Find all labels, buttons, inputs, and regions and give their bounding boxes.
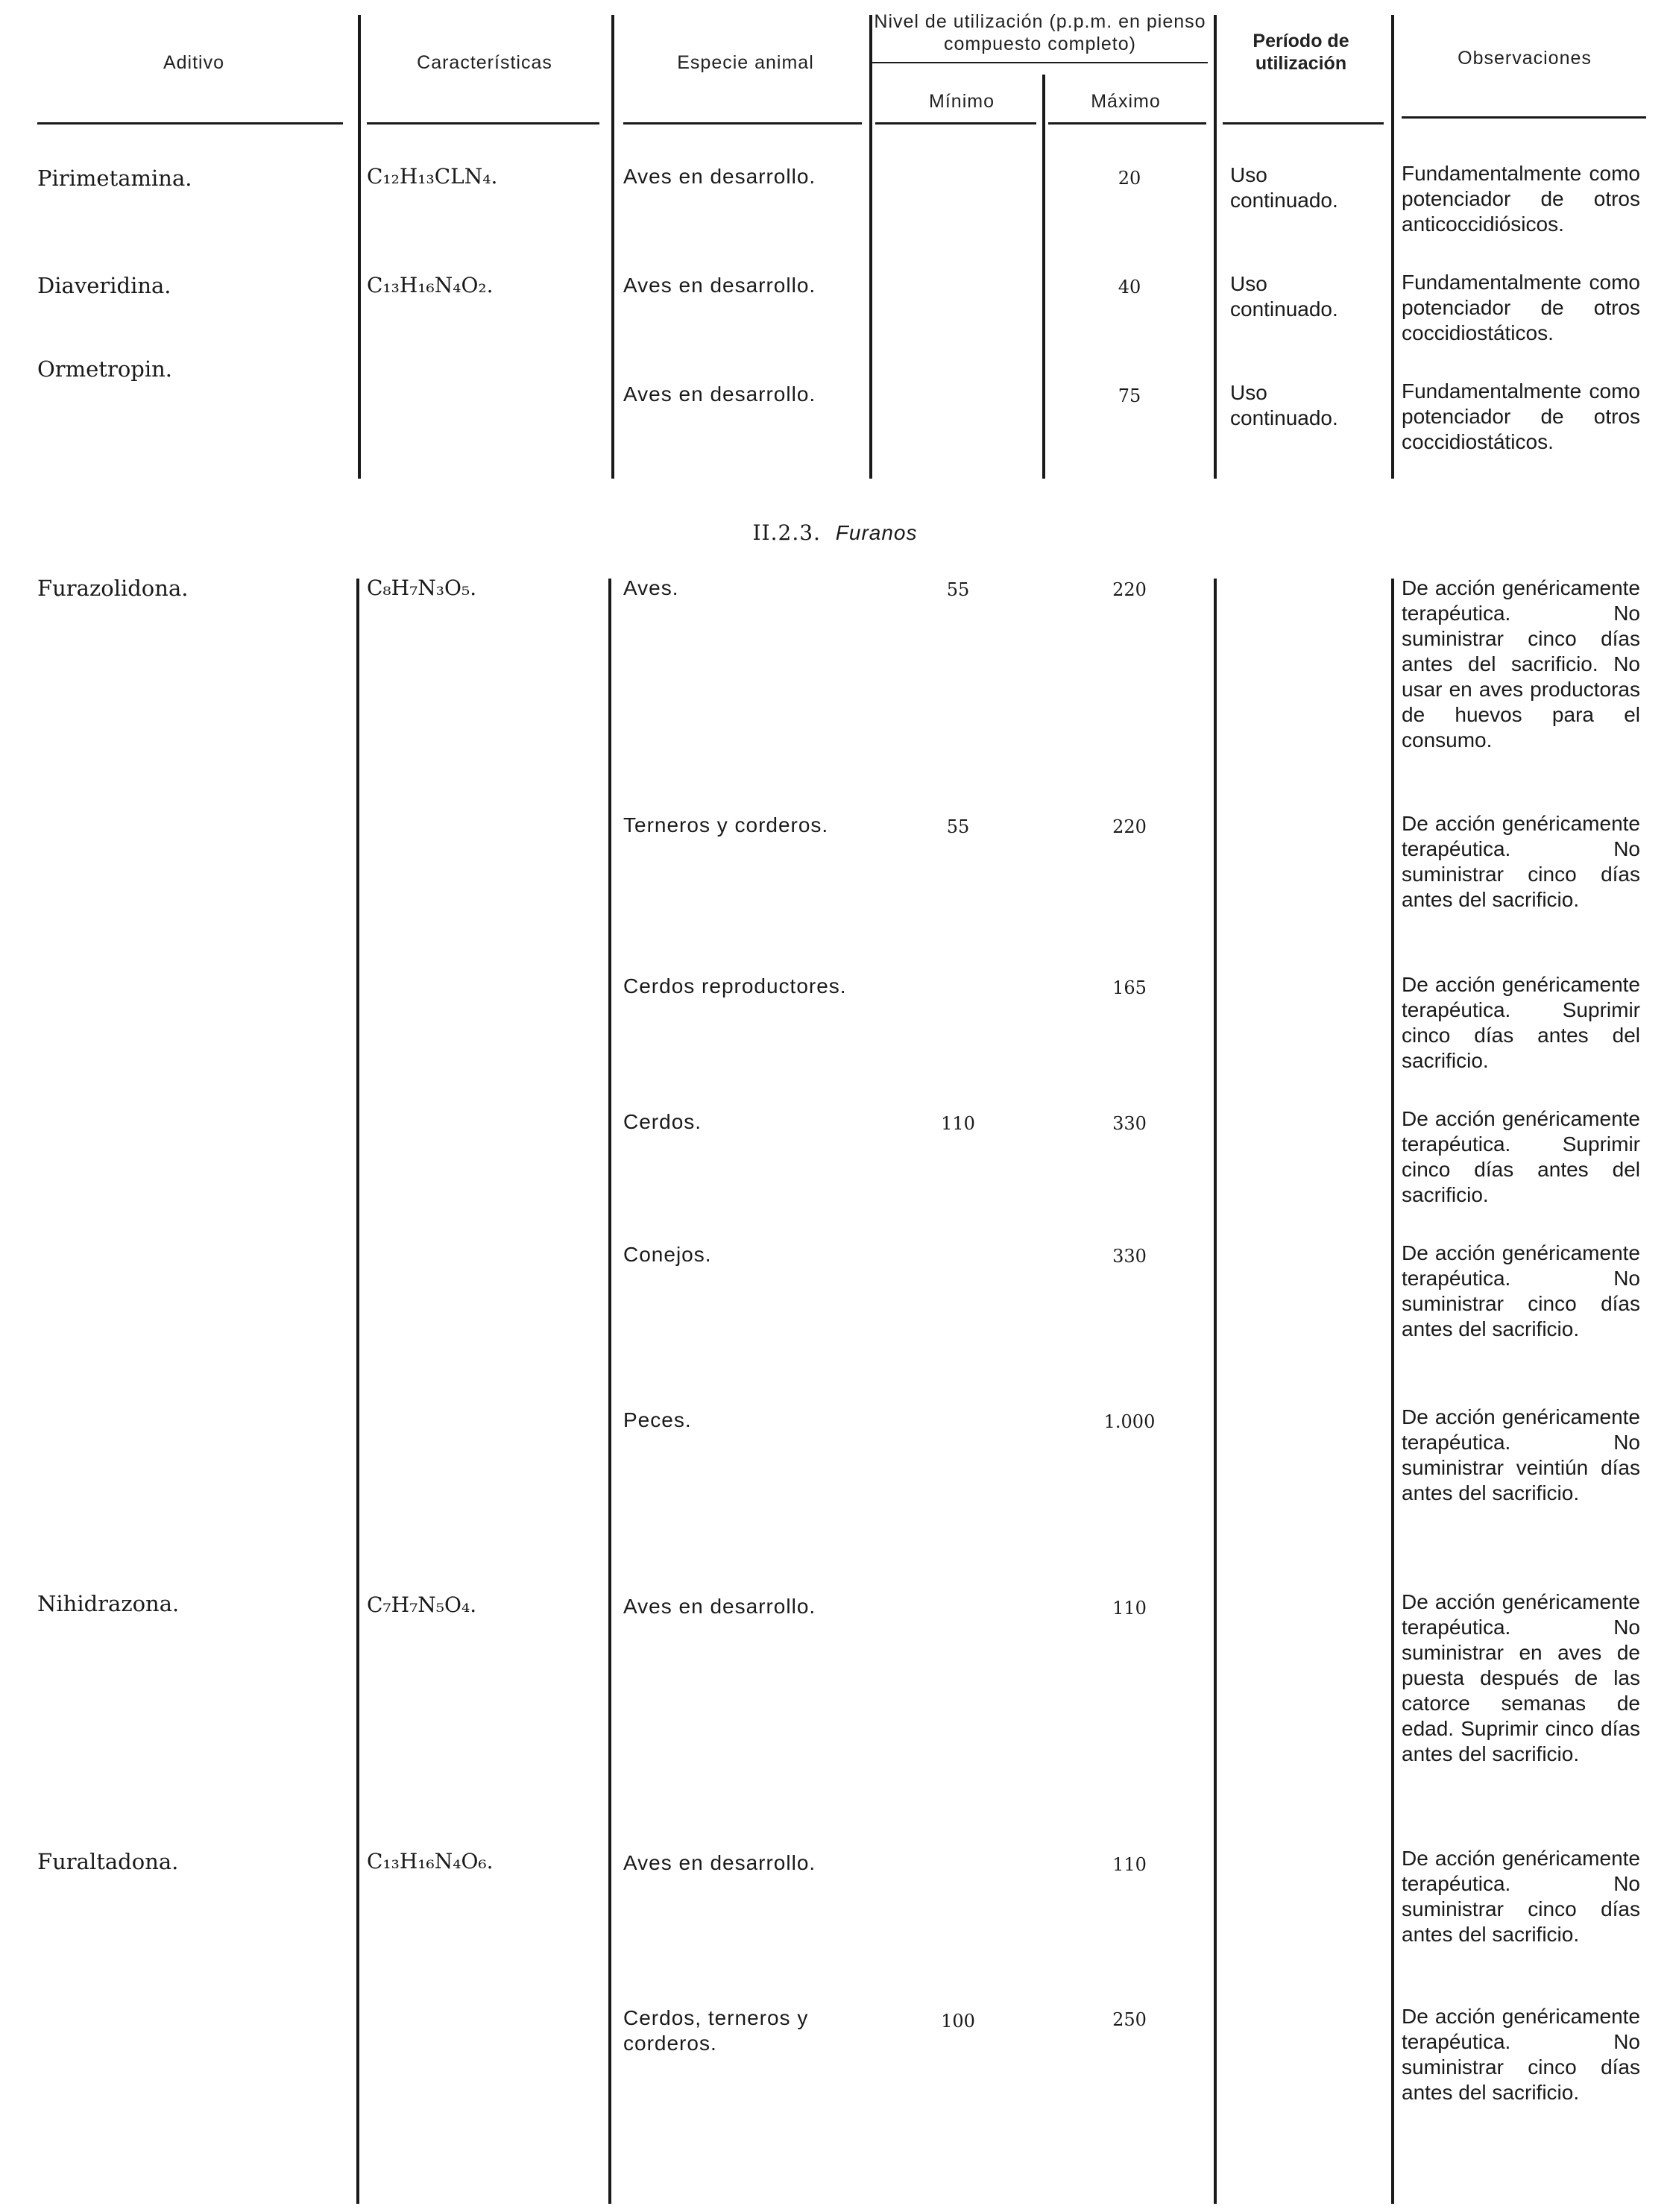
especie-cell: Aves. — [623, 576, 679, 599]
especie-cell: Aves en desarrollo. — [623, 165, 816, 188]
header-especie: Especie animal — [677, 52, 814, 73]
periodo-cell: Uso continuado. — [1230, 163, 1338, 212]
maximo-cell: 165 — [1112, 977, 1147, 998]
observaciones-cell: De acción genéricamente terapéutica. Suprimir cinco días antes del sacrificio. — [1402, 1107, 1640, 1206]
section-title — [0, 520, 1670, 545]
observaciones-cell: De acción genéricamente terapéutica. No suministrar cinco días antes del sacrificio. — [1402, 812, 1640, 911]
maximo-cell: 75 — [1118, 385, 1141, 406]
especie-cell: Aves en desarrollo. — [623, 1595, 816, 1618]
maximo-cell: 20 — [1118, 168, 1141, 189]
header-rule-especie — [623, 122, 862, 125]
observaciones-cell: De acción genéricamente terapéutica. No suministrar cinco días antes del sacrificio. — [1402, 1241, 1640, 1340]
header-nivel: Nivel de utilización (p.p.m. en pienso compuesto completo) — [874, 11, 1206, 54]
maximo-cell: 330 — [1112, 1113, 1147, 1134]
formula-cell: C₁₃H₁₆N₄O₆. — [367, 1849, 494, 1874]
minimo-cell: 110 — [941, 1113, 975, 1134]
aditivo-cell: Furazolidona. — [37, 576, 189, 601]
column-divider — [869, 15, 872, 479]
header-rule-minimo — [875, 122, 1036, 125]
column-divider — [608, 579, 611, 2204]
aditivo-cell: Ormetropin. — [37, 356, 173, 382]
maximo-cell: 40 — [1118, 277, 1141, 297]
observaciones-cell: Fundamentalmente como potenciador de otros anticoccidiósicos. — [1402, 162, 1640, 236]
aditivo-cell: Pirimetamina. — [37, 166, 192, 191]
observaciones-cell: De acción genéricamente terapéutica. No suministrar cinco días antes del sacrificio. — [1402, 1847, 1640, 1946]
maximo-cell: 330 — [1112, 1246, 1147, 1267]
especie-cell: Cerdos. — [623, 1110, 702, 1133]
maximo-cell: 220 — [1112, 579, 1147, 600]
header-aditivo: Aditivo — [163, 52, 225, 73]
maximo-cell: 110 — [1112, 1598, 1147, 1619]
section-name: Furanos — [835, 521, 918, 544]
observaciones-cell: De acción genéricamente terapéutica. Suprimir cinco días antes del sacrificio. — [1402, 973, 1640, 1072]
header-minimo: Mínimo — [929, 91, 995, 112]
column-divider — [1214, 579, 1217, 2204]
observaciones-cell: De acción genéricamente terapéutica. No suministrar cinco días antes del sacrificio. No usar en aves productoras de huevos para el consumo. — [1402, 576, 1640, 751]
column-divider — [356, 579, 359, 2204]
aditivo-cell: Diaveridina. — [37, 273, 171, 298]
especie-cell: Cerdos, terneros y corderos. — [623, 2006, 809, 2055]
formula-cell: C₈H₇N₃O₅. — [367, 576, 477, 600]
especie-cell: Conejos. — [623, 1243, 712, 1266]
column-divider — [611, 15, 614, 479]
header-rule-periodo — [1223, 122, 1384, 125]
minimo-cell: 100 — [941, 2011, 975, 2032]
column-divider — [1042, 75, 1045, 479]
observaciones-cell: Fundamentalmente como potenciador de otros coccidiostáticos. — [1402, 271, 1640, 344]
header-rule-observaciones — [1402, 116, 1646, 119]
header-rule-maximo — [1048, 122, 1206, 125]
maximo-cell: 220 — [1112, 816, 1147, 837]
observaciones-cell: De acción genéricamente terapéutica. No suministrar veintiún días antes del sacrificio. — [1402, 1405, 1640, 1504]
column-divider — [1391, 15, 1394, 479]
maximo-cell: 250 — [1112, 2009, 1147, 2030]
header-rule-caracteristicas — [367, 122, 599, 125]
minimo-cell: 55 — [946, 579, 970, 600]
header-maximo: Máximo — [1091, 91, 1161, 112]
formula-cell: C₇H₇N₅O₄. — [367, 1592, 477, 1617]
header-caracteristicas: Características — [417, 52, 552, 73]
especie-cell: Cerdos reproductores. — [623, 974, 847, 998]
header-periodo: Período de utilización — [1252, 31, 1349, 74]
observaciones-cell: De acción genéricamente terapéutica. No suministrar en aves de puesta después de las catorce semanas de edad. Suprimir cinco días antes del sacrificio. — [1402, 1590, 1640, 1765]
header-rule-aditivo — [37, 122, 343, 125]
section-number: II.2.3. — [752, 520, 821, 545]
observaciones-cell: De acción genéricamente terapéutica. No suministrar cinco días antes del sacrificio. — [1402, 2005, 1640, 2104]
header-rule-nivel — [872, 62, 1208, 63]
maximo-cell: 110 — [1112, 1854, 1147, 1875]
periodo-cell: Uso continuado. — [1230, 381, 1338, 429]
especie-cell: Aves en desarrollo. — [623, 274, 816, 297]
maximo-cell: 1.000 — [1103, 1411, 1156, 1432]
formula-cell: C₁₂H₁₃CLN₄. — [367, 164, 498, 189]
especie-cell: Aves en desarrollo. — [623, 382, 816, 406]
aditivo-cell: Furaltadona. — [37, 1849, 179, 1874]
column-divider — [1214, 15, 1217, 479]
especie-cell: Terneros y corderos. — [623, 813, 829, 836]
especie-cell: Peces. — [623, 1408, 692, 1431]
minimo-cell: 55 — [946, 816, 970, 837]
column-divider — [1391, 579, 1394, 2204]
periodo-cell: Uso continuado. — [1230, 272, 1338, 321]
formula-cell: C₁₃H₁₆N₄O₂. — [367, 273, 494, 297]
aditivo-cell: Nihidrazona. — [37, 1591, 180, 1616]
especie-cell: Aves en desarrollo. — [623, 1851, 816, 1874]
header-observaciones: Observaciones — [1458, 48, 1592, 69]
column-divider — [358, 15, 361, 479]
observaciones-cell: Fundamentalmente como potenciador de otros coccidiostáticos. — [1402, 379, 1640, 453]
